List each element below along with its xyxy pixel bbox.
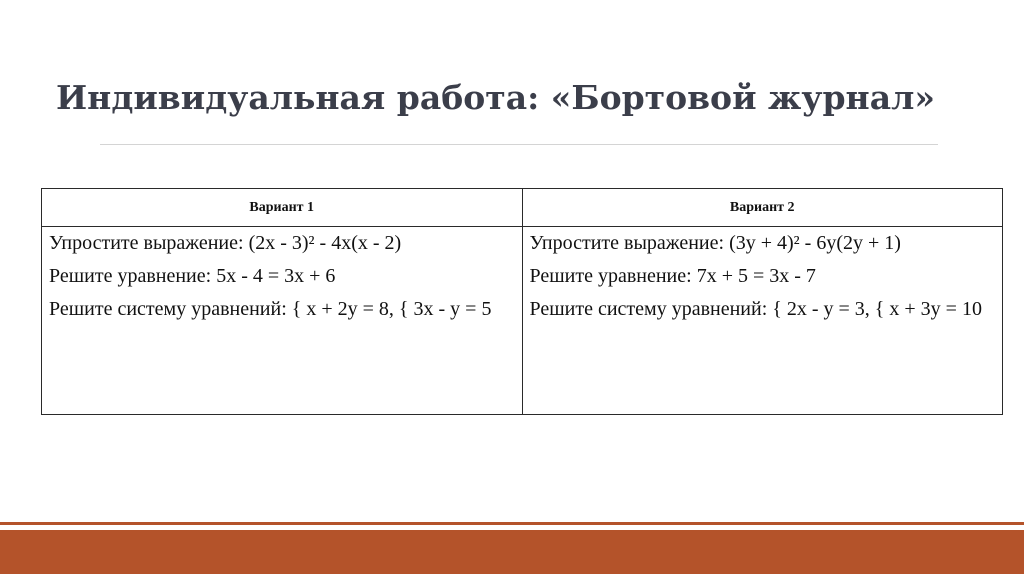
title-divider: [100, 144, 938, 145]
variant-1-cell: [42, 227, 523, 415]
footer-accent-band: [0, 530, 1024, 574]
variant-2-cell: [522, 227, 1003, 415]
variant-2-task-equation: Решите уравнение: 7x + 5 = 3x - 7: [529, 265, 816, 287]
tasks-table: [41, 188, 1003, 415]
slide-title: Индивидуальная работа: «Бортовой журнал»: [56, 78, 935, 117]
variant-2-task-simplify: Упростите выражение: (3y + 4)² - 6y(2y + 1): [529, 232, 901, 254]
table-row: [42, 227, 1003, 415]
header-variant-1: Вариант 1: [42, 189, 523, 227]
variant-2-task-system: Решите систему уравнений: { 2x - y = 3, { x + 3y = 10: [529, 298, 982, 320]
variant-1-task-equation: Решите уравнение: 5x - 4 = 3x + 6: [49, 265, 336, 287]
footer-accent-line: [0, 522, 1024, 525]
table-header-row: [42, 189, 1003, 227]
variant-1-task-system: Решите систему уравнений: { x + 2y = 8, { 3x - y = 5: [49, 298, 492, 320]
header-variant-2: Вариант 2: [522, 189, 1003, 227]
variant-1-task-simplify: Упростите выражение: (2x - 3)² - 4x(x - 2): [49, 232, 402, 254]
